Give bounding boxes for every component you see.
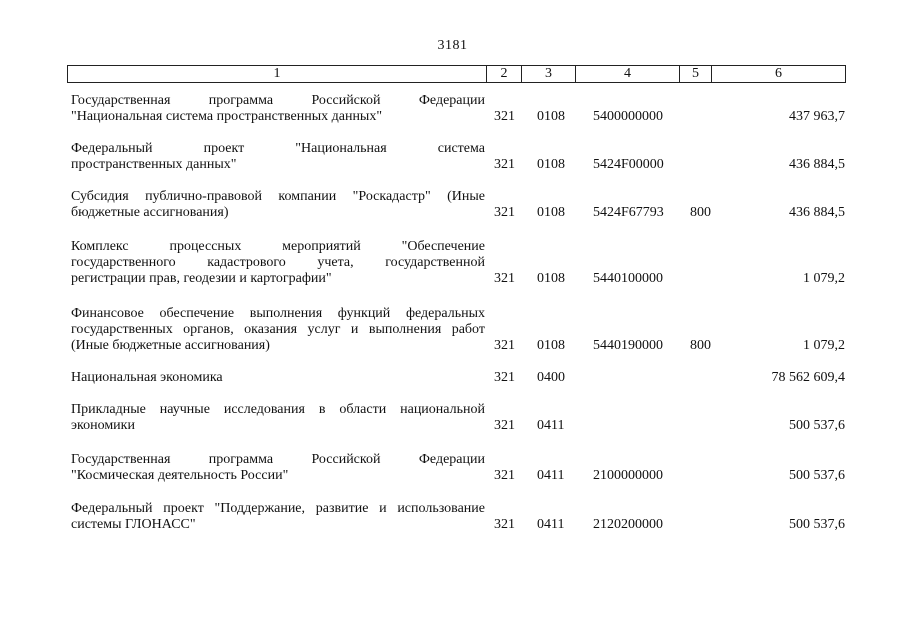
amount-value: 500 537,6 [789,517,845,532]
table-row [0,239,905,287]
table-row [0,402,905,434]
ministry-code: 321 [494,517,515,532]
section-code: 0108 [537,271,565,286]
description-line: Государственная программа Российской Федерации [71,452,485,467]
target-article-code: 5424F67793 [593,205,664,220]
budget-table-body [0,93,905,533]
ministry-code: 321 [494,109,515,124]
target-article-code: 5440190000 [593,338,663,353]
column-header-3: 3 [522,66,576,83]
description-line: Субсидия публично-правовой компании "Роскадастр" (Иные [71,189,485,204]
table-row [0,141,905,173]
target-article-code: 5424F00000 [593,157,664,172]
column-header-5: 5 [680,66,712,83]
column-header-row [68,66,846,83]
description-line: (Иные бюджетные ассигнования) [71,338,270,353]
description-line: системы ГЛОНАСС" [71,517,196,532]
target-article-code: 5400000000 [593,109,663,124]
description-line: пространственных данных" [71,157,237,172]
ministry-code: 321 [494,370,515,385]
table-row [0,370,905,386]
description-line: Финансовое обеспечение выполнения функций федеральных [71,306,485,321]
amount-value: 436 884,5 [789,157,845,172]
ministry-code: 321 [494,468,515,483]
row-description [71,501,485,533]
description-line: "Космическая деятельность России" [71,468,289,483]
ministry-code: 321 [494,205,515,220]
target-article-code: 2120200000 [593,517,663,532]
row-description [71,452,485,484]
target-article-code: 5440100000 [593,271,663,286]
description-line: государственного кадастрового учета, государственной [71,255,485,270]
table-row [0,501,905,533]
row-description [71,141,485,173]
section-code: 0108 [537,157,565,172]
amount-value: 1 079,2 [803,338,845,353]
target-article-code: 2100000000 [593,468,663,483]
section-code: 0108 [537,338,565,353]
section-code: 0400 [537,370,565,385]
row-description [71,189,485,221]
section-code: 0411 [537,418,565,433]
column-header-table [67,65,846,83]
section-code: 0411 [537,468,565,483]
ministry-code: 321 [494,418,515,433]
amount-value: 1 079,2 [803,271,845,286]
row-description [71,370,485,386]
description-line: Комплекс процессных мероприятий "Обеспечение [71,239,485,254]
table-row [0,93,905,125]
column-header-2: 2 [487,66,522,83]
section-code: 0108 [537,109,565,124]
expense-type-code: 800 [690,338,711,353]
ministry-code: 321 [494,157,515,172]
row-description [71,402,485,434]
description-line: бюджетные ассигнования) [71,205,229,220]
description-line: Национальная экономика [71,370,223,385]
row-description [71,93,485,125]
ministry-code: 321 [494,338,515,353]
description-line: Прикладные научные исследования в области национальной [71,402,485,417]
amount-value: 500 537,6 [789,418,845,433]
description-line: государственных органов, оказания услуг и выполнения работ [71,322,485,337]
ministry-code: 321 [494,271,515,286]
column-header-4: 4 [576,66,680,83]
row-description [71,239,485,287]
page-number: 3181 [437,38,468,53]
section-code: 0108 [537,205,565,220]
table-row [0,189,905,221]
expense-type-code: 800 [690,205,711,220]
description-line: регистрации прав, геодезии и картографии" [71,271,332,286]
amount-value: 78 562 609,4 [771,370,845,385]
amount-value: 436 884,5 [789,205,845,220]
section-code: 0411 [537,517,565,532]
row-description [71,306,485,354]
description-line: "Национальная система пространственных данных" [71,109,383,124]
amount-value: 437 963,7 [789,109,845,124]
description-line: Федеральный проект "Национальная система [71,141,485,156]
column-header-1: 1 [68,66,487,83]
table-row [0,452,905,484]
description-line: экономики [71,418,135,433]
column-header-6: 6 [712,66,846,83]
description-line: Государственная программа Российской Федерации [71,93,485,108]
description-line: Федеральный проект "Поддержание, развитие и использование [71,501,485,516]
table-row [0,306,905,354]
amount-value: 500 537,6 [789,468,845,483]
